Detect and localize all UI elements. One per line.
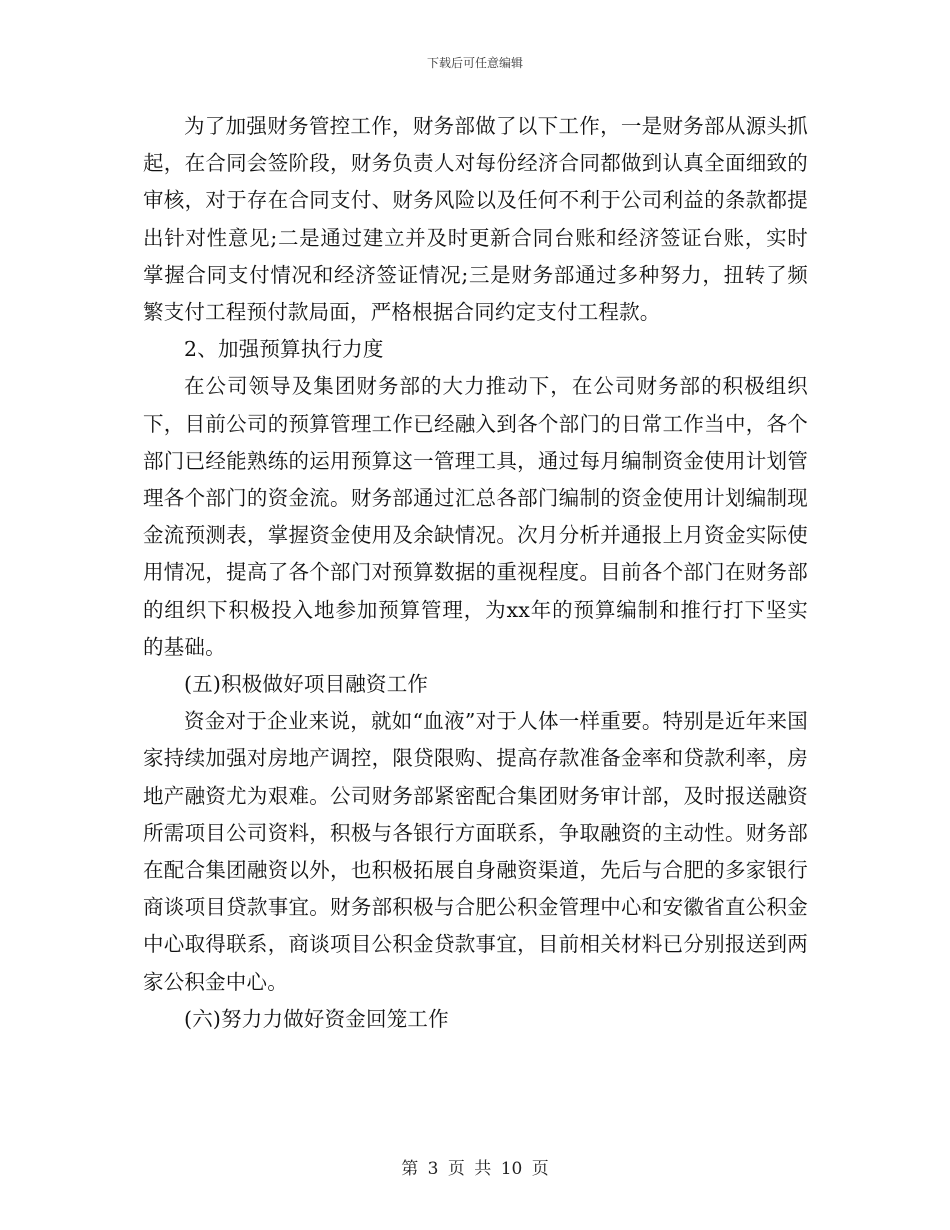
- paragraph-finance-control: 为了加强财务管控工作，财务部做了以下工作，一是财务部从源头抓起，在合同会签阶段，财务负责人对每份经济合同都做到认真全面细致的审核，对于存在合同支付、财务风险以及任何不利于公司利益的条款都提出针对性意见;二是通过建立并及时更新合同台账和经济签证台账，实时掌握合同支付情况和经济签证情况;三是财务部通过多种努力，扭转了频繁支付工程预付款局面，严格根据合同约定支付工程款。: [143, 114, 808, 325]
- page-header-note: 下载后可任意编辑: [426, 56, 523, 70]
- page-number-footer: 第 3 页 共 10 页: [401, 1159, 549, 1179]
- document-body: [143, 108, 808, 1038]
- paragraph-project-financing: 资金对于企业来说，就如“血液”对于人体一样重要。特别是近年来国家持续加强对房地产调控，限贷限购、提高存款准备金率和贷款利率，房地产融资尤为艰难。公司财务部紧密配合集团财务审计部，及时报送融资所需项目公司资料，积极与各银行方面联系，争取融资的主动性。财务部在配合集团融资以外，也积极拓展自身融资渠道，先后与合肥的多家银行商谈项目贷款事宜。财务部积极与合肥公积金管理中心和安徽省直公积金中心取得联系，商谈项目公积金贷款事宜，目前相关材料已分别报送到两家公积金中心。: [143, 709, 808, 994]
- section-heading-financing: (五)积极做好项目融资工作: [184, 672, 429, 697]
- paragraph-budget-execution: 在公司领导及集团财务部的大力推动下，在公司财务部的积极组织下，目前公司的预算管理工作已经融入到各个部门的日常工作当中，各个部门已经能熟练的运用预算这一管理工具，通过每月编制资金使用计划管理各个部门的资金流。财务部通过汇总各部门编制的资金使用计划编制现金流预测表，掌握资金使用及余缺情况。次月分析并通报上月资金实际使用情况，提高了各个部门对预算数据的重视程度。目前各个部门在财务部的组织下积极投入地参加预算管理，为xx年的预算编制和推行打下坚实的基础。: [143, 374, 808, 659]
- section-heading-budget: 2、加强预算执行力度: [184, 337, 384, 362]
- section-heading-fund-recovery: (六)努力力做好资金回笼工作: [184, 1006, 449, 1031]
